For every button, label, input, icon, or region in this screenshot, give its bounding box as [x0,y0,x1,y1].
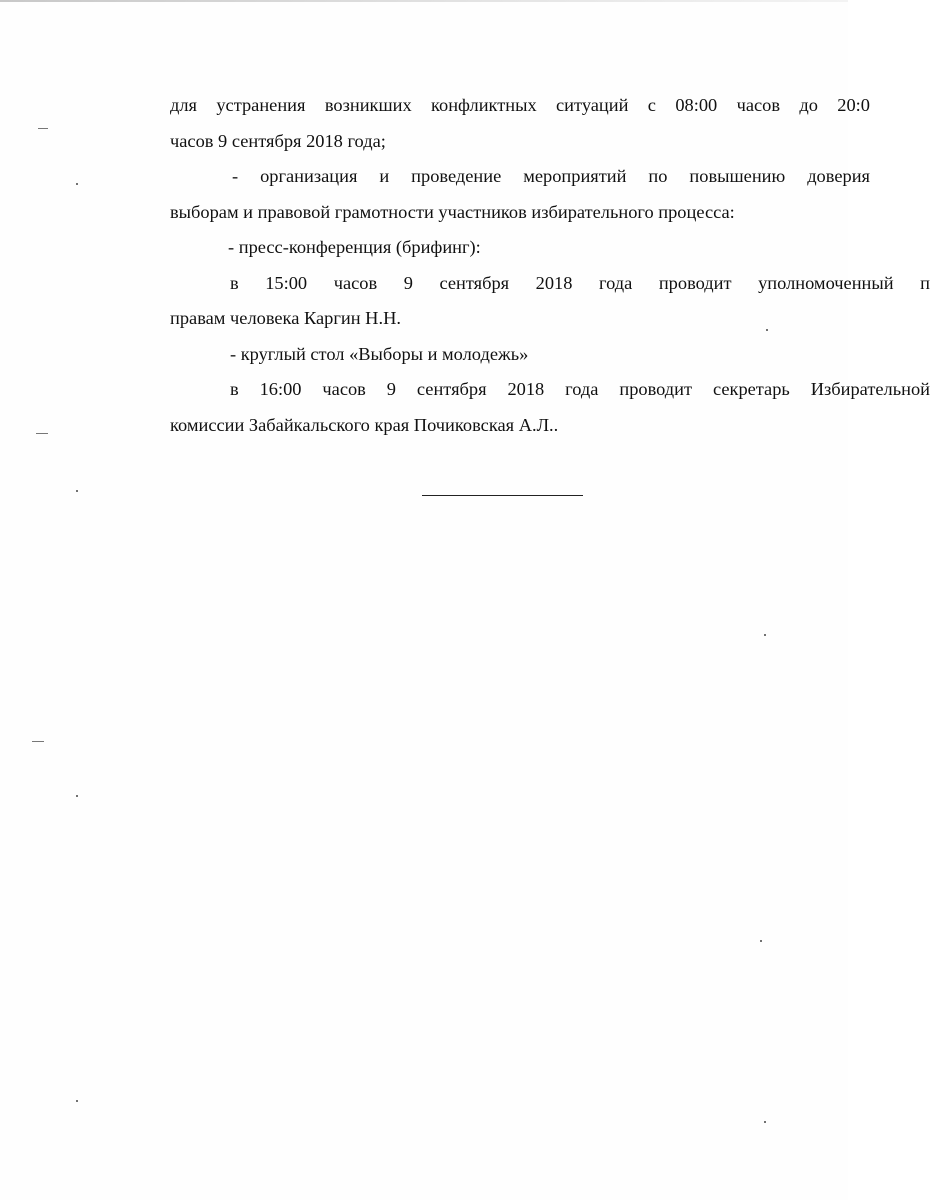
scan-speck [76,183,78,185]
text-line: для устранения возникших конфликтных ситуаций с 08:00 часов до 20:0 [170,95,870,115]
scan-top-edge [0,0,848,2]
scan-speck [764,634,766,636]
text-line: выборам и правовой грамотности участников избирательного процесса: [170,201,735,222]
scan-speck [766,329,768,331]
scan-speck [764,1121,766,1123]
scan-mark [36,433,48,434]
document-body [170,88,930,443]
text-line: часов 9 сентября 2018 года; [170,130,386,151]
text-line: правам человека Каргин Н.Н. [170,308,401,328]
scan-speck [76,1100,78,1102]
scan-mark [32,741,44,742]
text-line: - пресс-конференция (брифинг): [228,237,481,257]
scan-speck [76,490,78,492]
scan-speck [760,940,762,942]
scan-speck [76,795,78,797]
text-line: в 15:00 часов 9 сентября 2018 года проводит уполномоченный п [230,272,930,293]
text-line: в 16:00 часов 9 сентября 2018 года проводит секретарь Избирательной [230,379,930,399]
scan-mark [38,128,48,129]
closing-rule [422,495,583,496]
text-line: - круглый стол «Выборы и молодежь» [230,343,529,364]
text-line: комиссии Забайкальского края Почиковская А.Л.. [170,414,559,435]
text-line: - организация и проведение мероприятий по повышению доверия [232,166,870,186]
